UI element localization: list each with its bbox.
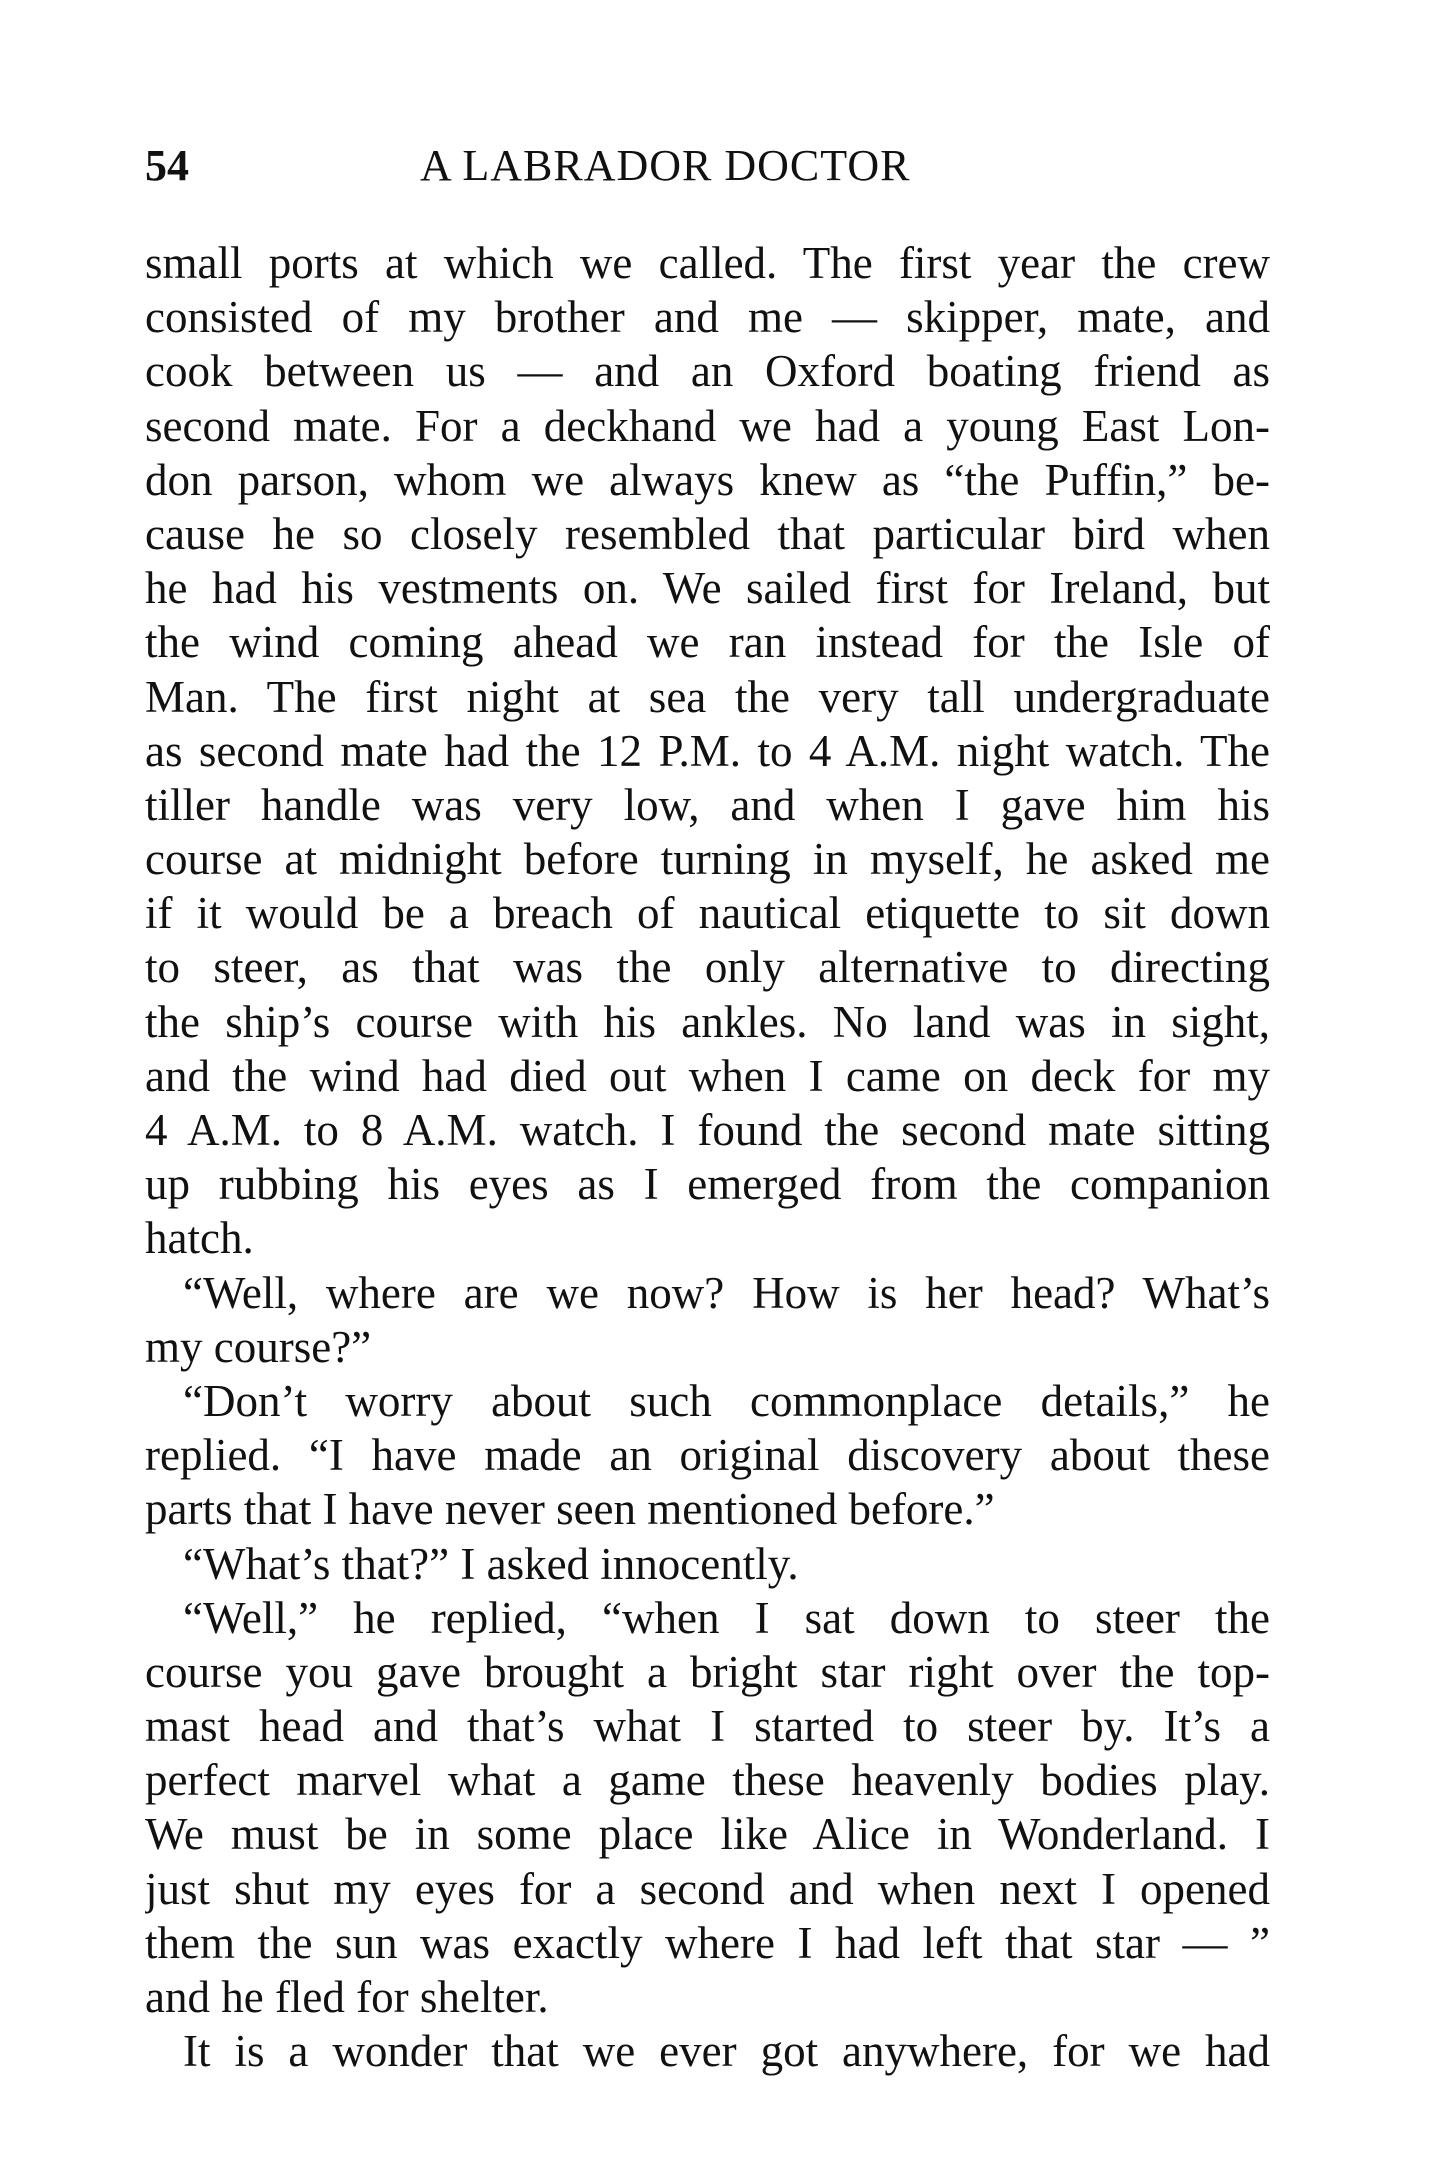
text-line: and he fled for shelter.	[145, 1972, 549, 2022]
text-line: parts that I have never seen mentioned before.”	[145, 1484, 995, 1535]
text-line: cause he so closely resembled that particular bird when	[145, 508, 1270, 559]
text-line: “What’s that?” I asked innocently.	[183, 1538, 799, 1589]
text-line: tiller handle was very low, and when I gave him his	[145, 779, 1270, 830]
text-line: don parson, whom we always knew as “the Puffin,” be-	[145, 454, 1270, 505]
text-line: my course?”	[145, 1321, 372, 1372]
text-line: course you gave brought a bright star right over the top-	[145, 1646, 1270, 1697]
text-line: the wind coming ahead we ran instead for the Isle of	[145, 617, 1270, 668]
text-line: he had his vestments on. We sailed first for Ireland, but	[145, 563, 1270, 614]
text-line: cook between us — and an Oxford boating friend as	[145, 346, 1270, 397]
page-number: 54	[145, 141, 189, 190]
text-line: perfect marvel what a game these heavenly bodies play.	[145, 1755, 1270, 1806]
text-line: to steer, as that was the only alternative to directing	[145, 942, 1270, 993]
page-header	[145, 140, 1270, 200]
text-line: mast head and that’s what I started to steer by. It’s a	[145, 1701, 1270, 1752]
text-line: “Well,” he replied, “when I sat down to steer the	[183, 1592, 1270, 1643]
text-line: and the wind had died out when I came on deck for my	[145, 1050, 1270, 1101]
text-line: course at midnight before turning in myself, he asked me	[145, 834, 1270, 885]
text-line: It is a wonder that we ever got anywhere, for we had	[183, 2026, 1270, 2077]
text-line: “Well, where are we now? How is her head? What’s	[183, 1267, 1270, 1318]
text-line: them the sun was exactly where I had left that star — ”	[145, 1917, 1270, 1968]
text-line: hatch.	[145, 1213, 254, 1264]
text-line: replied. “I have made an original discovery about these	[145, 1430, 1270, 1481]
running-head: A LABRADOR DOCTOR	[420, 141, 911, 190]
text-line: the ship’s course with his ankles. No land was in sight,	[145, 996, 1270, 1047]
text-line: if it would be a breach of nautical etiquette to sit down	[145, 888, 1270, 939]
text-line: as second mate had the 12 P.M. to 4 A.M. night watch. The	[145, 725, 1270, 776]
text-line: Man. The first night at sea the very tall undergraduate	[145, 671, 1270, 722]
text-line: up rubbing his eyes as I emerged from the companion	[145, 1159, 1270, 1210]
text-line: We must be in some place like Alice in Wonderland. I	[145, 1809, 1270, 1860]
text-line: 4 A.M. to 8 A.M. watch. I found the second mate sitting	[145, 1105, 1270, 1155]
text-line: second mate. For a deckhand we had a young East Lon-	[145, 400, 1270, 451]
text-line: “Don’t worry about such commonplace details,” he	[183, 1375, 1270, 1426]
text-line: just shut my eyes for a second and when next I opened	[145, 1863, 1270, 1914]
text-line: small ports at which we called. The first year the crew	[145, 238, 1270, 288]
text-line: consisted of my brother and me — skipper, mate, and	[145, 292, 1270, 343]
body-text	[145, 236, 1270, 2078]
